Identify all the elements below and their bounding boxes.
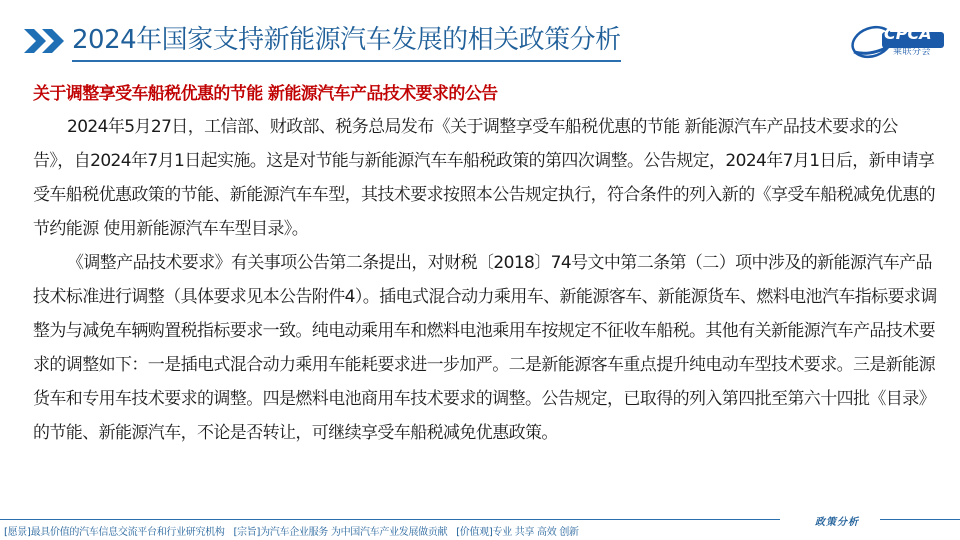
page-title: 2024年国家支持新能源汽车发展的相关政策分析 bbox=[72, 20, 621, 62]
logo-text: CPCA bbox=[884, 24, 932, 43]
paragraph-1: 2024年5月27日，工信部、财政部、税务总局发布《关于调整享受车船税优惠的节能 新能源汽车产品技术要求的公告》，自2024年7月1日起实施。这是对节能与新能源汽车车船税政策的第四次调整。公告规定，2024年7月1日后，新申请享受车船税优惠政策的节能、新能源汽车车型，其技术要求按照本公告规定执行，符合条件的列入新的《享受车船税减免优惠的节约能源 使用新能源汽车车型目录》。 bbox=[33, 117, 935, 239]
body-text bbox=[33, 110, 937, 450]
section-subtitle: 关于调整享受车船税优惠的节能 新能源汽车产品技术要求的公告 bbox=[33, 84, 498, 104]
logo-subtext: 乘联分会 bbox=[893, 47, 932, 57]
footer-divider-right bbox=[880, 519, 960, 520]
footer-mission: [宗旨]为汽车企业服务 为中国汽车产业发展做贡献 bbox=[233, 527, 448, 538]
footer-vision: [愿景]最具价值的汽车信息交流平台和行业研究机构 bbox=[4, 527, 225, 538]
footer-values: [价值观]专业 共享 高效 创新 bbox=[456, 527, 579, 538]
footer-text bbox=[4, 523, 585, 538]
footer-divider bbox=[0, 519, 780, 520]
chevron-right-icon bbox=[22, 26, 66, 56]
paragraph-2: 《调整产品技术要求》有关事项公告第二条提出，对财税〔2018〕74号文中第二条第（二）项中涉及的新能源汽车产品技术标准进行调整（具体要求见本公告附件4）。插电式混合动力乘用车、新能源客车、新能源货车、燃料电池汽车指标要求调整为与减免车辆购置税指标要求一致。纯电动乘用车和燃料电池乘用车按规定不征收车船税。其他有关新能源汽车产品技术要求的调整如下：一是插电式混合动力乘用车能耗要求进一步加严。二是新能源客车重点提升纯电动车型技术要求。三是新能源货车和专用车技术要求的调整。四是燃料电池商用车技术要求的调整。公告规定，已取得的列入第四批至第六十四批《目录》的节能、新能源汽车，不论是否转让，可继续享受车船税减免优惠政策。 bbox=[33, 253, 937, 443]
footer-section-label: 政策分析 bbox=[815, 517, 859, 528]
